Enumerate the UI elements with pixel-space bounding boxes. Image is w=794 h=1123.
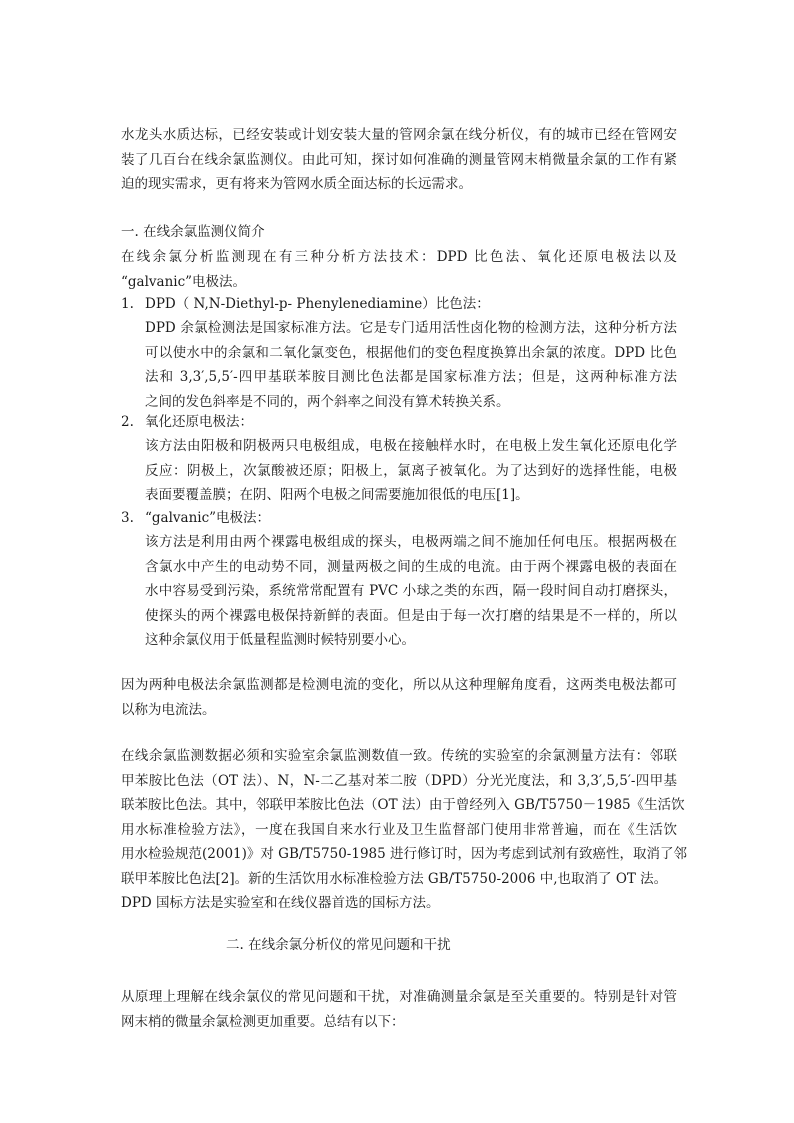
text-line: 之间的发色斜率是不同的，两个斜率之间没有算术转换关系。 <box>145 393 510 410</box>
lab-method-paragraph <box>121 744 688 916</box>
text-line: 装了几百台在线余氯监测仪。由此可知，探讨如何准确的测量管网末梢微量余氯的工作有紧 <box>121 151 677 168</box>
text-line: DPD 余氯检测法是国家标准方法。它是专门适用活性卤化物的检测方法，这种分析方法 <box>145 320 677 336</box>
section-heading: 一. 在线余氯监测仪简介 <box>121 224 265 240</box>
list-item-body <box>145 434 677 508</box>
list-item-body <box>145 316 677 414</box>
list-item-title: “galvanic”电极法： <box>145 510 271 526</box>
text-line: 网末梢的微量余氯检测更加重要。总结有以下： <box>121 1013 405 1030</box>
text-line: 用水检验规范(2001)》对 GB/T5750-1985 进行修订时，因为考虑到试剂有致癌性，取消了邻 <box>121 846 688 862</box>
text-line: 该方法是利用由两个裸露电极组成的探头，电极两端之间不施加任何电压。根据两极在 <box>145 534 677 550</box>
intro-paragraph <box>121 123 677 197</box>
text-line: 迫的现实需求，更有将来为管网水质全面达标的长远需求。 <box>121 176 472 192</box>
text-line: 甲苯胺比色法（OT 法）、N，N-二乙基对苯二胺（DPD）分光光度法，和 3,3′,5,5′-四甲基 <box>121 772 677 789</box>
text-line: 用水标准检验方法》，一度在我国自来水行业及卫生监督部门使用非常普遍，而在《生活饮 <box>121 821 677 838</box>
section2-paragraph <box>121 985 677 1034</box>
text-line: 表面要覆盖膜；在阴、阳两个电极之间需要施加很低的电压[1]。 <box>145 487 529 503</box>
text-line: 可以使水中的余氯和二氧化氯变色，根据他们的变色程度换算出余氯的浓度。DPD 比色 <box>145 344 677 361</box>
text-line: 从原理上理解在线余氯仪的常见问题和干扰，对准确测量余氯是至关重要的。特别是针对管 <box>121 989 677 1005</box>
section-heading: 二. 在线余氯分析仪的常见问题和干扰 <box>226 937 451 953</box>
list-item-body <box>145 530 677 653</box>
list-number: 2. <box>121 414 134 430</box>
text-line: 因为两种电极法余氯监测都是检测电流的变化，所以从这种理解角度看，这两类电极法都可 <box>121 677 677 693</box>
list-number: 1. <box>121 296 134 312</box>
text-line: 在线余氯分析监测现在有三种分析方法技术：DPD 比色法、氧化还原电极法以及 <box>121 249 677 265</box>
text-line: 含氯水中产生的电动势不同，测量两极之间的生成的电流。由于两个裸露电极的表面在 <box>145 558 677 575</box>
text-line: 反应：阴极上，次氯酸被还原；阳极上，氯离子被氧化。为了达到好的选择性能，电极 <box>145 462 677 479</box>
current-method-paragraph <box>121 673 677 722</box>
text-line: 以称为电流法。 <box>121 701 216 718</box>
list-item-title: 氧化还原电极法： <box>145 414 253 430</box>
text-line: DPD 国标方法是实验室和在线仪器首选的国标方法。 <box>121 895 440 911</box>
text-line: 这种余氯仪用于低量程监测时候特别要小心。 <box>145 632 415 648</box>
text-line: 水龙头水质达标，已经安装或计划安装大量的管网余氯在线分析仪，有的城市已经在管网安 <box>121 127 677 143</box>
list-number: 3. <box>121 510 134 526</box>
text-line: 联甲苯胺比色法[2]。新的生活饮用水标准检验方法 GB/T5750-2006 中,也取消了 OT 法。 <box>121 870 668 887</box>
text-line: 法和 3,3′,5,5′-四甲基联苯胺目测比色法都是国家标准方法；但是，这两种标准方法 <box>145 369 677 385</box>
list-item-title: DPD（ N,N-Diethyl-p- Phenylenediamine）比色法： <box>145 296 490 312</box>
text-line: 该方法由阳极和阴极两只电极组成，电极在接触样水时，在电极上发生氧化还原电化学 <box>145 438 677 454</box>
text-line: 使探头的两个裸露电极保持新鲜的表面。但是由于每一次打磨的结果是不一样的，所以 <box>145 607 677 624</box>
text-line: “galvanic”电极法。 <box>121 273 247 290</box>
text-line: 在线余氯监测数据必须和实验室余氯监测数值一致。传统的实验室的余氯测量方法有：邻联 <box>121 748 677 764</box>
text-line: 联苯胺比色法。其中，邻联甲苯胺比色法（OT 法）由于曾经列入 GB/T5750－1985《生活饮 <box>121 797 685 813</box>
section1-paragraph <box>121 245 677 294</box>
text-line: 水中容易受到污染，系统常常配置有 PVC 小球之类的东西，隔一段时间自动打磨探头， <box>145 583 677 599</box>
